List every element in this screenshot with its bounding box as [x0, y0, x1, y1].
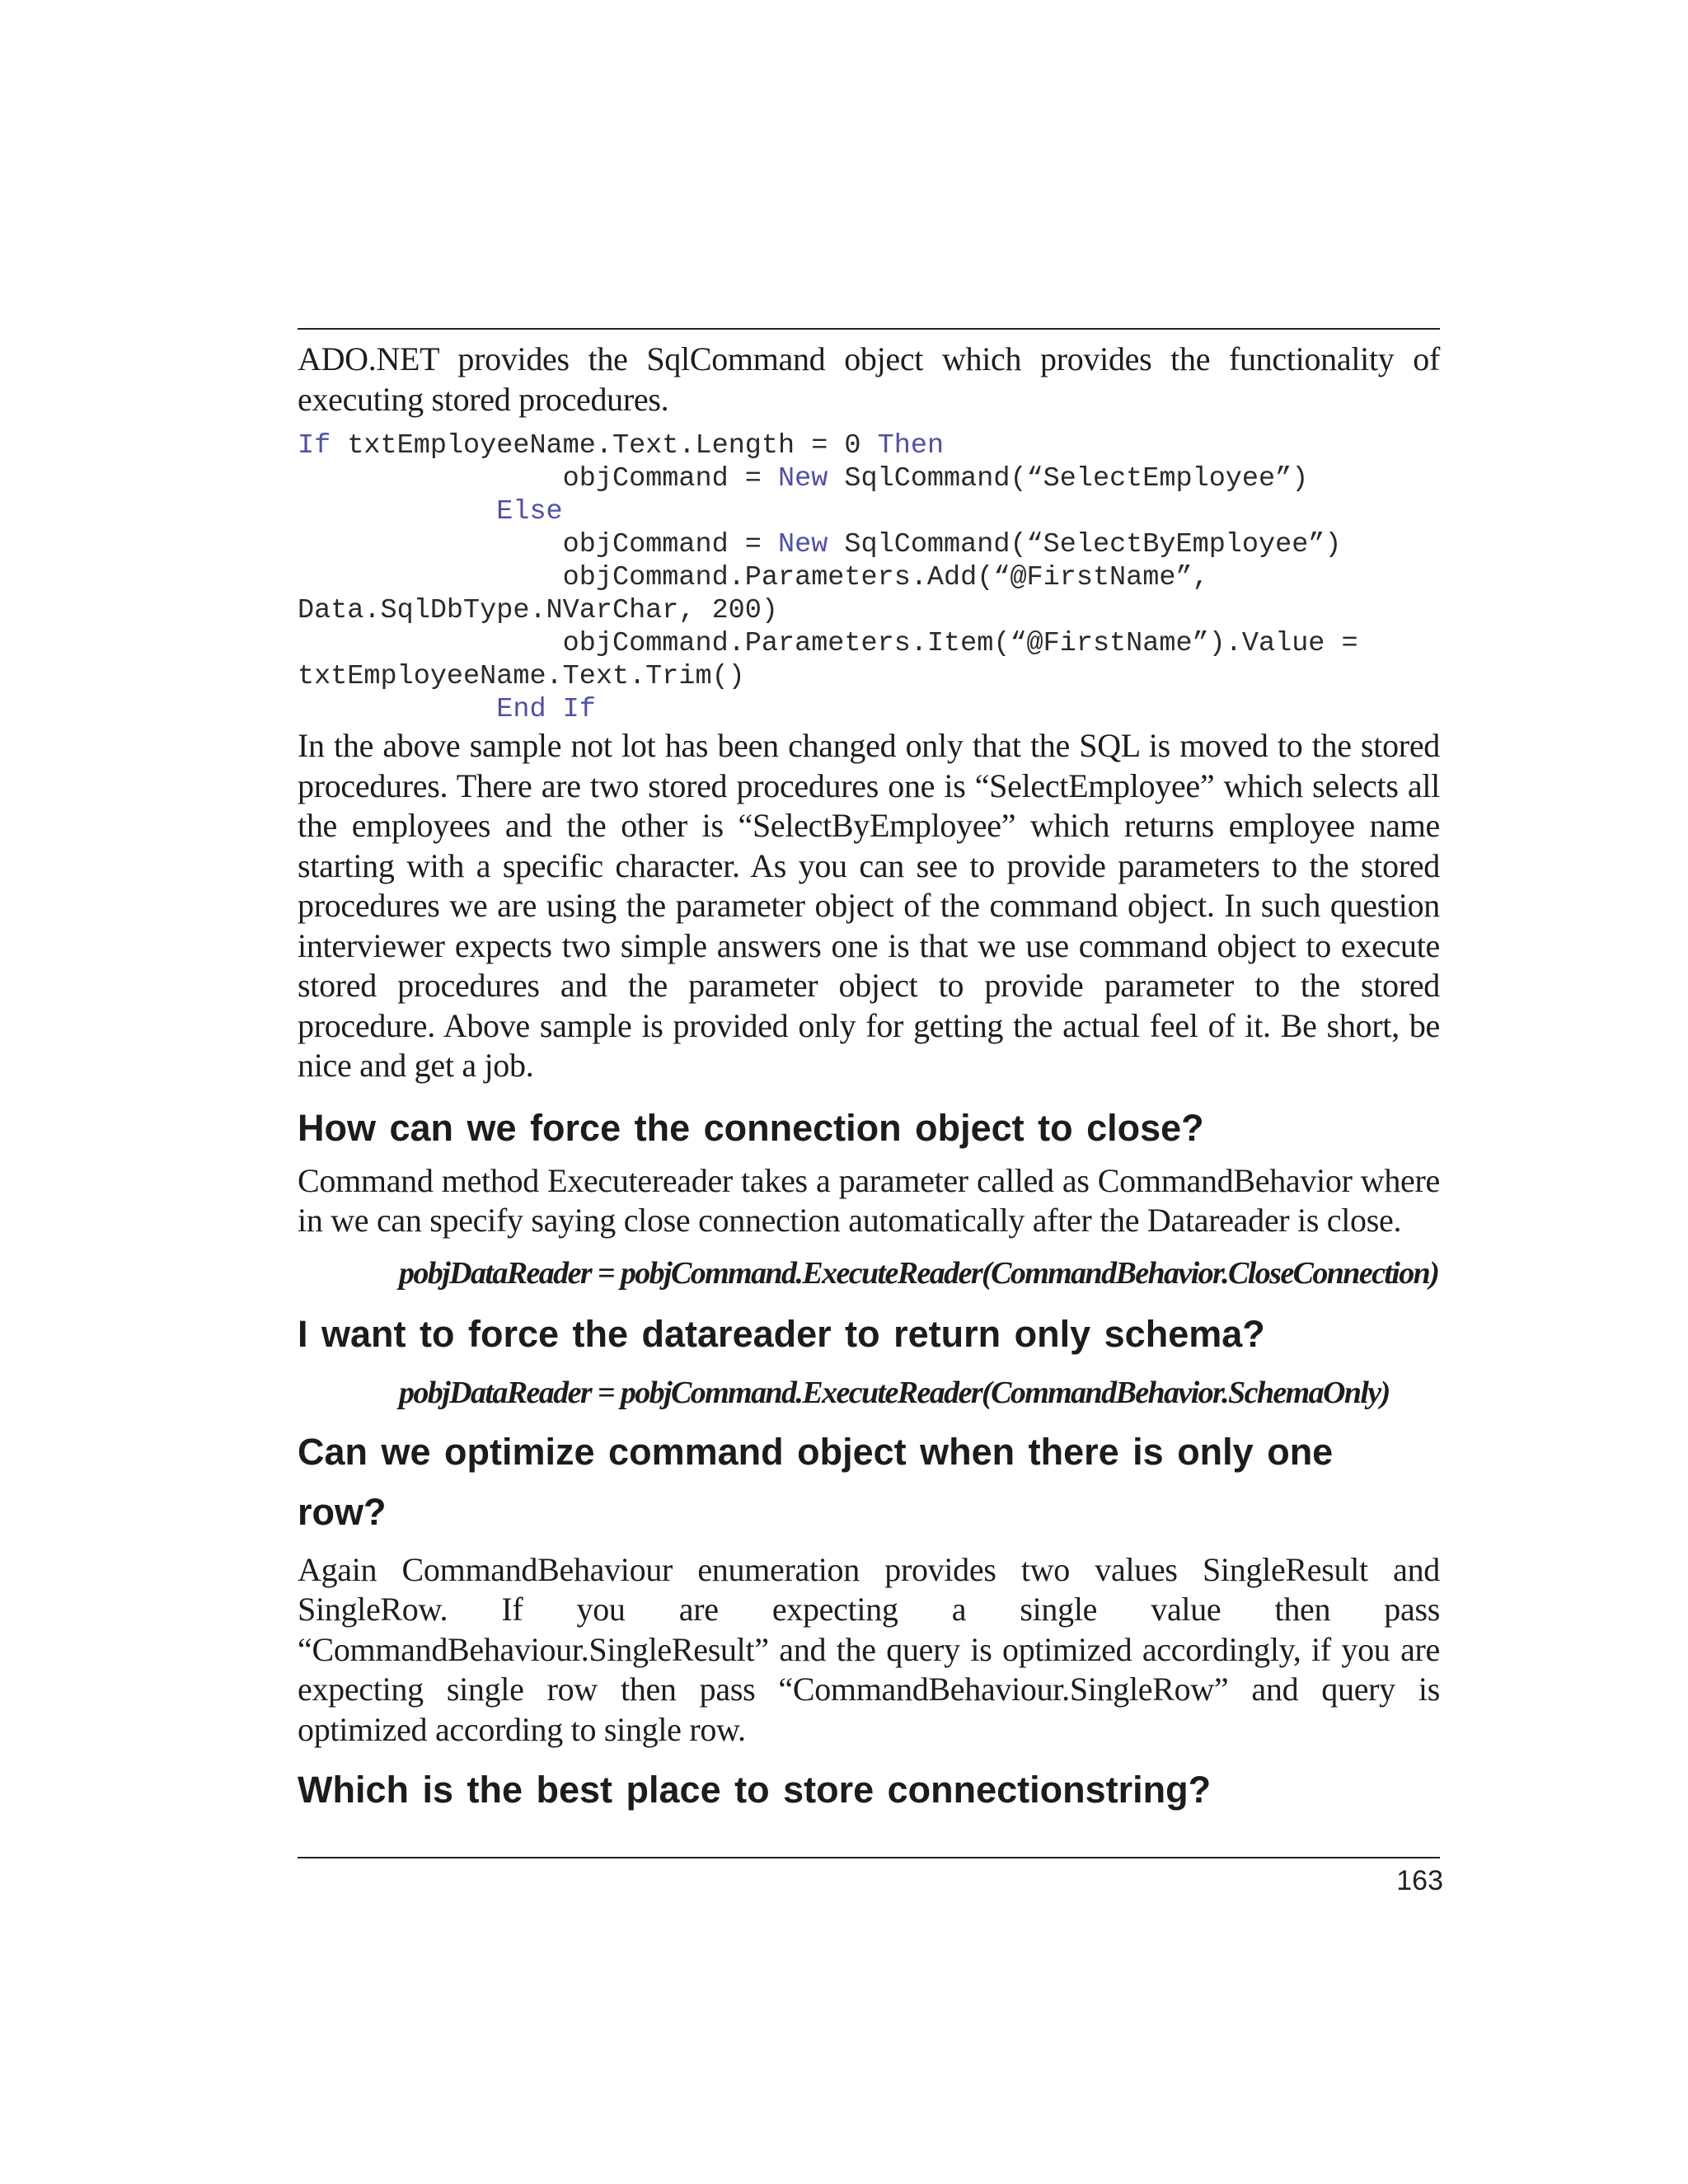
question-heading-optimize-command: [298, 1422, 1440, 1542]
close-connection-paragraph: Command method Executereader takes a parameter called as CommandBehavior where in we can specify saying close connection automatically after the Datareader is close.: [298, 1161, 1440, 1239]
question-heading-schema-only: I want to force the datareader to return only schema?: [298, 1312, 1265, 1355]
optimize-command-paragraph: Again CommandBehaviour enumeration provides two values SingleResult and SingleRow. If you are expecting a single value then pass “CommandBehaviour.SingleResult” and the query is optimized accordingly, if you are expecting single row then pass “CommandBehaviour.SingleRow” and query is optimized according to single row.: [298, 1550, 1440, 1748]
close-connection-code: pobjDataReader = pobjCommand.ExecuteReader(CommandBehavior.CloseConnection): [399, 1255, 1439, 1291]
explanation-paragraph: In the above sample not lot has been changed only that the SQL is moved to the stored procedures. There are two stored procedures one is “SelectEmployee” which selects all the employees and the other is “SelectByEmployee” which returns employee name starting with a specific character. As you can see to provide parameters to the stored procedures we are using the parameter object of the command object. In such question interviewer expects two simple answers one is that we use command object to execute stored procedures and the parameter object to provide parameter to the stored procedure. Above sample is provided only for getting the actual feel of it. Be short, be nice and get a job.: [298, 727, 1440, 1084]
code-keyword: End If: [496, 694, 596, 725]
code-keyword: Else: [496, 496, 563, 527]
code-keyword: Then: [877, 430, 945, 462]
question-heading-connectionstring: Which is the best place to store connectionstring?: [298, 1769, 1212, 1811]
page-number: 163: [1396, 1865, 1443, 1896]
code-text: Data.SqlDbType.NVarChar, 200): [298, 595, 778, 626]
code-keyword: If: [298, 430, 331, 462]
code-indent: [298, 694, 496, 725]
question-heading-close-connection: How can we force the connection object to close?: [298, 1106, 1204, 1149]
code-text: txtEmployeeName.Text.Length = 0: [331, 430, 878, 462]
heading-line-1: Can we optimize command object when there is only one: [298, 1430, 1334, 1473]
code-text: objCommand =: [298, 529, 778, 560]
bottom-rule: [298, 1857, 1440, 1858]
page-content: [298, 340, 1440, 1820]
code-text: SqlCommand(“SelectByEmployee”): [828, 529, 1342, 560]
intro-paragraph: ADO.NET provides the SqlCommand object which provides the functionality of executing stored procedures.: [298, 340, 1440, 418]
code-text: objCommand =: [298, 463, 778, 494]
code-block: [298, 429, 1440, 726]
code-keyword: New: [778, 463, 828, 494]
code-text: txtEmployeeName.Text.Trim(): [298, 661, 745, 692]
code-keyword: New: [778, 529, 828, 560]
code-indent: [298, 496, 496, 527]
schema-only-code: pobjDataReader = pobjCommand.ExecuteReader(CommandBehavior.SchemaOnly): [399, 1375, 1390, 1410]
code-text: objCommand.Parameters.Add(“@FirstName”,: [298, 562, 1209, 593]
heading-line-2: row?: [298, 1490, 387, 1533]
top-rule: [298, 328, 1440, 330]
code-text: SqlCommand(“SelectEmployee”): [828, 463, 1309, 494]
code-text: objCommand.Parameters.Item(“@FirstName”).Value =: [298, 628, 1358, 659]
